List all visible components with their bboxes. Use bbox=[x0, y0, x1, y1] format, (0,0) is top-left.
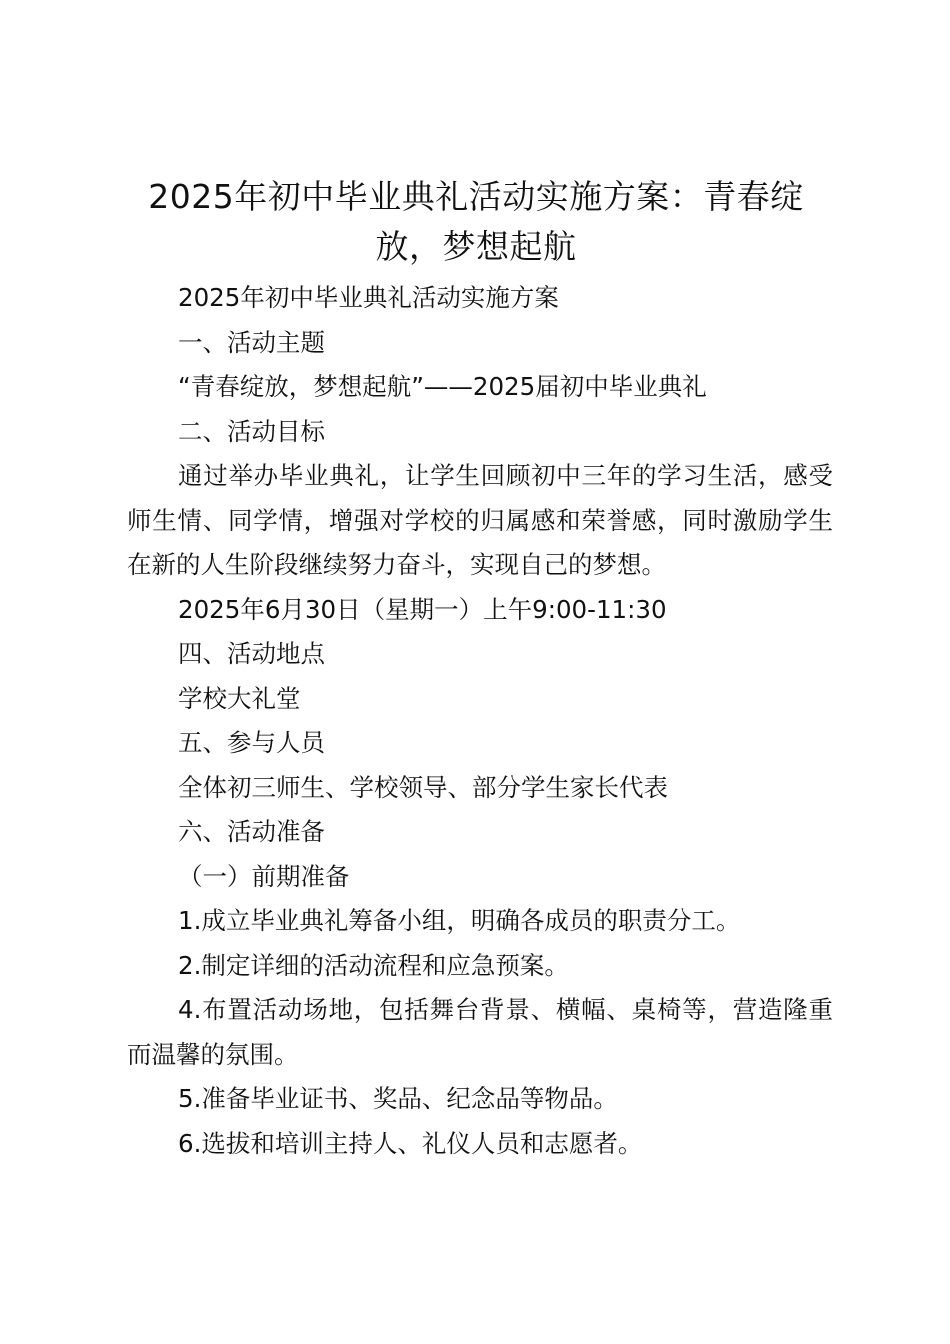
list-item: 4.布置活动场地，包括舞台背景、横幅、桌椅等，营造隆重而温馨的氛围。 bbox=[127, 995, 833, 1069]
list-item: 1.成立毕业典礼筹备小组，明确各成员的职责分工。 bbox=[178, 906, 741, 935]
list-item: 5.准备毕业证书、奖品、纪念品等物品。 bbox=[178, 1084, 618, 1113]
section-heading-theme: 一、活动主题 bbox=[178, 327, 325, 357]
section-heading-goals: 二、活动目标 bbox=[178, 416, 325, 446]
section-heading-location: 四、活动地点 bbox=[178, 639, 325, 668]
document-title: 2025年初中毕业典礼活动实施方案：青春绽放，梦想起航 bbox=[148, 177, 804, 266]
subsection-heading-early-prep: （一）前期准备 bbox=[178, 861, 350, 891]
paragraph-time: 2025年6月30日（星期一）上午9:00-11:30 bbox=[178, 594, 667, 624]
paragraph-participants: 全体初三师生、学校领导、部分学生家长代表 bbox=[178, 772, 668, 802]
list-item: 6.选拔和培训主持人、礼仪人员和志愿者。 bbox=[178, 1128, 643, 1158]
paragraph-theme: “青春绽放，梦想起航”——2025届初中毕业典礼 bbox=[178, 372, 707, 401]
paragraph-subtitle: 2025年初中毕业典礼活动实施方案 bbox=[178, 283, 559, 312]
section-heading-preparation: 六、活动准备 bbox=[178, 817, 325, 846]
list-item: 2.制定详细的活动流程和应急预案。 bbox=[178, 950, 569, 980]
section-heading-participants: 五、参与人员 bbox=[178, 728, 325, 757]
document-body bbox=[127, 276, 833, 1166]
paragraph-location: 学校大礼堂 bbox=[178, 683, 301, 713]
paragraph-goals: 通过举办毕业典礼，让学生回顾初中三年的学习生活，感受师生情、同学情，增强对学校的归属感和荣誉感，同时激励学生在新的人生阶段继续努力奋斗，实现自己的梦想。 bbox=[127, 461, 833, 579]
